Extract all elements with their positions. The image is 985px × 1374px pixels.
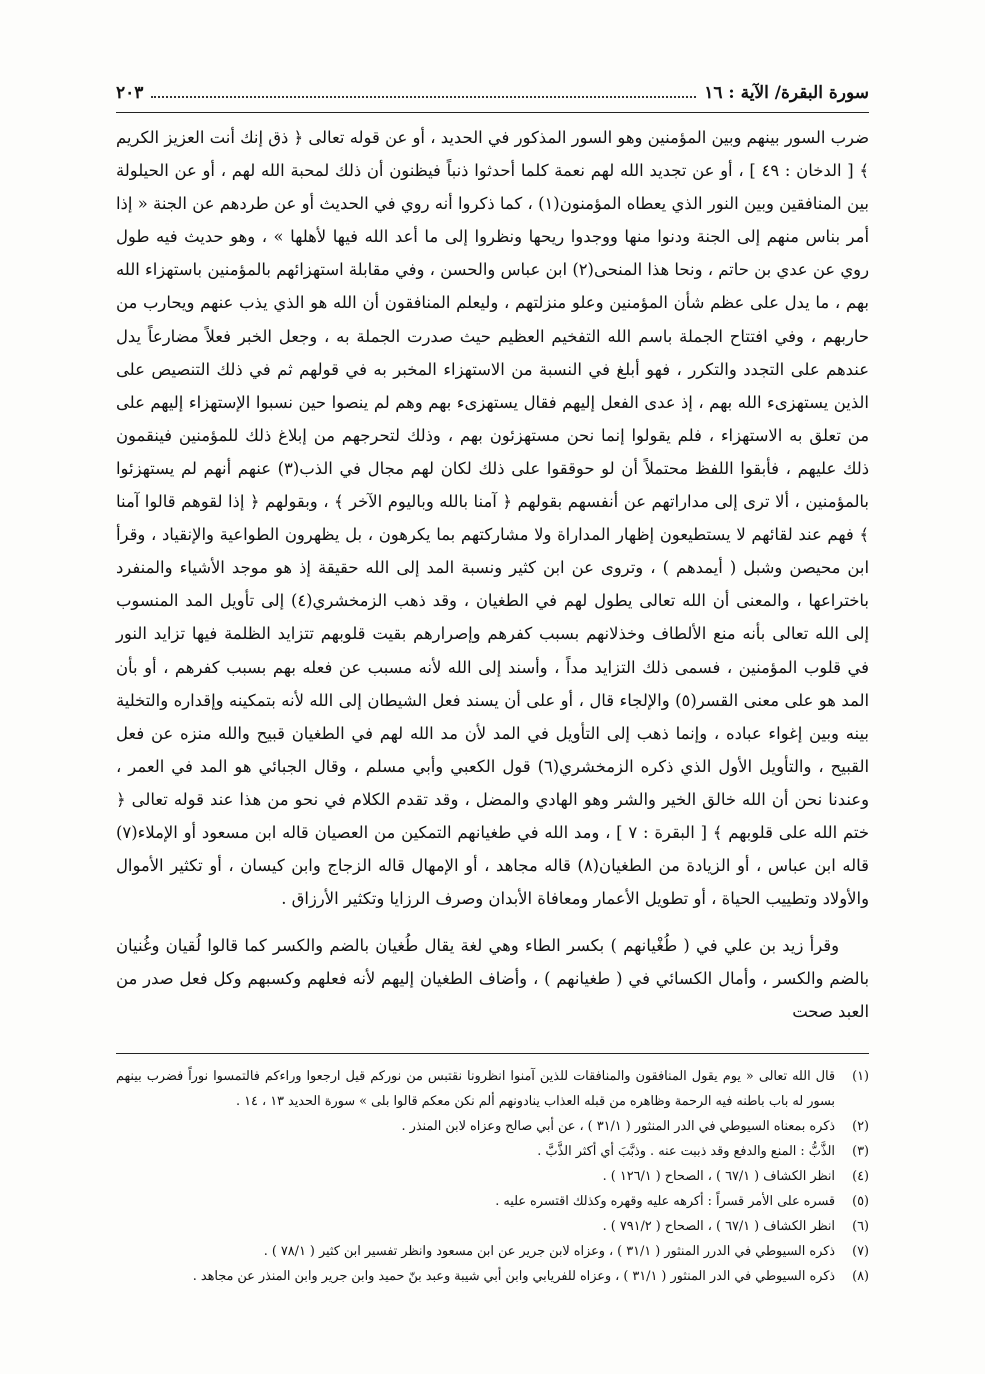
page-header <box>116 78 869 113</box>
footnote-text: قسره على الأمر قسراً : أكرهه عليه وقهره وكذلك اقتسره عليه . <box>495 1193 835 1209</box>
paragraph-1: ضرب السور بينهم وبين المؤمنين وهو السور المذكور في الحديد ، أو عن قوله تعالى ﴿ ذق إنك أنت العزيز الكريم ﴾ [ الدخان : ٤٩ ] ، أو عن تجديد الله لهم نعمة كلما أحدثوا ذنباً فيظنون أن ذلك لمحبة الله لهم ، أو عن الحيلولة بين المنافقين وبين النور الذي يعطاه المؤمنون(١) ، كما ذكروا أنه روي في الحديث أو عن طردهم عن الجنة « إذا أمر بناس منهم إلى الجنة ودنوا منها ووجدوا ريحها ونظروا إلى ما أعد الله فيها لأهلها » ، وهو حديث فيه طول روي عن عدي بن حاتم ، ونحا هذا المنحى(٢) ابن عباس والحسن ، وفي مقابلة استهزائهم بالمؤمنين باستهزاء الله بهم ، ما يدل على عظم شأن المؤمنين وعلو منزلتهم ، وليعلم المنافقون أن الله هو الذي يذب عنهم ويحارب من حاربهم ، وفي افتتاح الجملة باسم الله التفخيم العظيم حيث صدرت الجملة به ، وجعل الخبر فعلاً مضارعاً يدل عندهم على التجدد والتكرر ، فهو أبلغ في النسبة من الاستهزاء المخبر به في قولهم ثم في ذلك التنصيص على الذين يستهزىء الله بهم ، إذ عدى الفعل إليهم فقال يستهزىء بهم وهم لم ينصوا حين نسبوا الإستهزاء إليهم على من تعلق به الاستهزاء ، فلم يقولوا إنما نحن مستهزئون بهم ، وذلك لتحرجهم من إبلاغ ذلك للمؤمنين فينقمون ذلك عليهم ، فأبقوا اللفظ محتملاً أن لو حوققوا على ذلك لكان لهم مجال في الذب(٣) عنهم أنهم لم يستهزئوا بالمؤمنين ، ألا ترى إلى مداراتهم عن أنفسهم بقولهم ﴿ آمنا بالله وباليوم الآخر ﴾ ، وبقولهم ﴿ إذا لقوهم قالوا آمنا ﴾ فهم عند لقائهم لا يستطيعون إظهار المداراة ولا مشاركتهم بما يكرهون ، بل يظهرون الطواعية والإنقياد ، وقرأ ابن محيصن وشبل ( أيمدهم ) ، وتروى عن ابن كثير ونسبة المد إلى الله حقيقة إذ هو موجد الأشياء والمنفرد باختراعها ، والمعنى أن الله تعالى يطول لهم في الطغيان ، وقد ذهب الزمخشري(٤) إلى تأويل المد المنسوب إلى الله تعالى بأنه منع الألطاف وخذلانهم بسبب كفرهم وإصرارهم بقيت قلوبهم تتزايد الظلمة فيها تزايد النور في قلوب المؤمنين ، فسمى ذلك التزايد مداً ، وأسند إلى الله لأنه مسبب عن فعله بهم بسبب كفرهم ، أو بأن المد هو على معنى القسر(٥) والإلجاء قال ، أو على أن يسند فعل الشيطان إلى الله لأنه بتمكينه وإقداره والتخلية بينه وبين إغواء عباده ، وإنما ذهب إلى التأويل في المد لأن مد الله لهم في الطغيان قبيح والله منزه عن فعل القبيح ، والتأويل الأول الذي ذكره الزمخشري(٦) قول الكعبي وأبي مسلم ، وقال الجبائي هو المد في العمر ، وعندنا نحن أن الله خالق الخير والشر وهو الهادي والمضل ، وقد تقدم الكلام في نحو من هذا عند قوله تعالى ﴿ ختم الله على قلوبهم ﴾ [ البقرة : ٧ ] ، ومد الله في طغيانهم التمكين من العصيان قاله ابن مسعود أو الإملاء(٧) قاله ابن عباس ، أو الزيادة من الطغيان(٨) قاله مجاهد ، أو الإمهال قاله الزجاج وابن كيسان ، أو تكثير الأموال والأولاد وتطييب الحياة ، أو تطويل الأعمار ومعافاة الأبدان وصرف الرزايا وتكثير الأرزاق . <box>116 128 870 909</box>
running-title: سورة البقرة/ الآية : ١٦ <box>704 83 869 103</box>
footnote-text: ذكره بمعناه السيوطي في الدر المنثور ( ٣١/١ ) ، عن أبي صالح وعزاه لابن المنذر . <box>401 1118 835 1134</box>
footnote-number: (٤) <box>852 1168 869 1184</box>
footnote-number: (٨) <box>852 1268 869 1284</box>
footnote-text: ذكره السيوطي في الدرر المنثور ( ٣١/١ ) ، وعزاه لابن جرير عن ابن مسعود وانظر تفسير ابن كثير ( ٧٨/١ ) . <box>263 1243 835 1259</box>
footnote-number: (٢) <box>852 1118 869 1134</box>
footnote-text: ذكره السيوطي في الدر المنثور ( ٣١/١ ) ، وعزاه للفريابي وابن أبي شيبة وعبد بنّ حميد وابن جرير وابن المنذر عن مجاهد . <box>192 1268 835 1284</box>
header-dot-leader <box>151 88 696 98</box>
footnote <box>116 1114 869 1139</box>
footnote <box>116 1139 869 1164</box>
footnote <box>116 1239 869 1264</box>
footnote <box>116 1214 869 1239</box>
footnote-number: (٧) <box>852 1243 869 1259</box>
main-text <box>116 121 869 1029</box>
footnotes <box>116 1053 869 1289</box>
page-number: ٢٠٣ <box>116 83 144 103</box>
footnote <box>116 1164 869 1189</box>
footnote-text: قال الله تعالى « يوم يقول المنافقون والمنافقات للذين آمنوا انظرونا نقتبس من نوركم قيل ارجعوا وراءكم فالتمسوا نوراً فضرب بينهم بسور له باب باطنه فيه الرحمة وظاهره من قبله العذاب ينادونهم ألم نكن معكم قالوا بلى » سورة الحديد ١٣ ، ١٤ . <box>116 1068 835 1109</box>
footnote-text: الذَّبُّ : المنع والدفع وقد ذببت عنه . وذبَّبَ أي أكثر الذَّبَّ . <box>537 1143 835 1159</box>
footnote <box>116 1064 869 1114</box>
paragraph-2: وقرأ زيد بن علي في ( طُغْيانهم ) بكسر الطاء وهي لغة يقال طُغيان بالضم والكسر كما قالوا لُقيان وغُنيان بالضم والكسر ، وأمال الكسائي في ( طغيانهم ) ، وأضاف الطغيان إليهم لأنه فعلهم وكسبهم وكل فعل صدر من العبد صحت <box>116 936 869 1022</box>
footnote-number: (١) <box>852 1068 869 1084</box>
footnote-text: انظر الكشاف ( ٦٧/١ ) ، الصحاح ( ٧٩١/٢ ) . <box>602 1218 835 1234</box>
footnote <box>116 1264 869 1289</box>
footnote <box>116 1189 869 1214</box>
footnote-number: (٣) <box>852 1143 869 1159</box>
footnote-text: انظر الكشاف ( ٦٧/١ ) ، الصحاح ( ١٢٦/١ ) . <box>602 1168 835 1184</box>
footnote-number: (٥) <box>852 1193 869 1209</box>
footnote-number: (٦) <box>852 1218 869 1234</box>
